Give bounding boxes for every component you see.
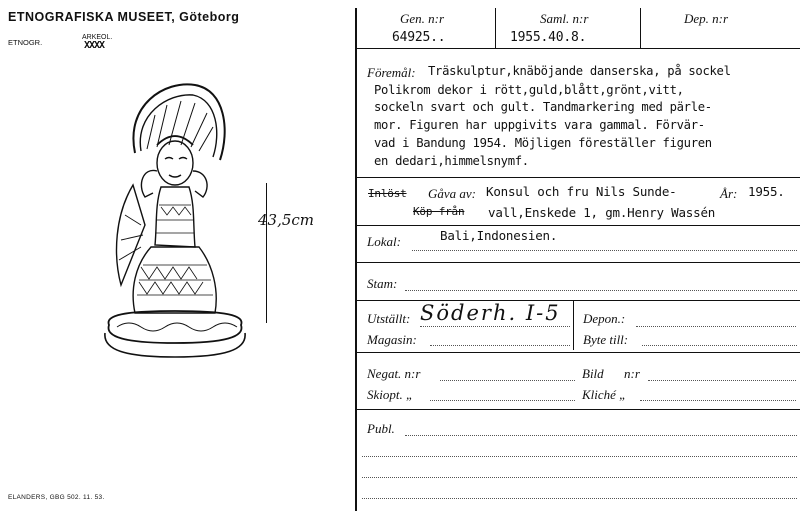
dep-nr-label: Dep. n:r [684, 11, 729, 26]
publ-dotted-line-1 [405, 435, 797, 436]
negat-bottom-line [355, 409, 800, 410]
dept-arkeol-strikeout: XXXX [84, 40, 105, 51]
byte-till-label: Byte till: [583, 332, 629, 347]
top-divider-2 [640, 8, 641, 48]
saml-nr-value: 1955.40.8. [510, 30, 587, 45]
utstallt-divider [573, 300, 574, 350]
printer-imprint: ELANDERS, GBG 502. 11. 53. [8, 494, 105, 501]
lokal-dotted-line [412, 250, 797, 251]
bild-dotted-line [648, 380, 796, 381]
description-line-3: sockeln svart och gult. Tandmarkering med pärle- [374, 100, 712, 114]
foremal-label: Föremål: [367, 65, 416, 80]
negat-dotted-line [440, 380, 575, 381]
utstallt-value: Söderh. I-5 [420, 301, 561, 325]
gava-label: Gåva av: [428, 186, 477, 201]
magasin-dotted-line [430, 345, 570, 346]
description-line-4: mor. Figuren har uppgivits vara gammal. Förvär- [374, 118, 705, 132]
kliche-dotted-line [640, 400, 796, 401]
lokal-label: Lokal: [367, 234, 401, 249]
dancer-figure-illustration [95, 75, 255, 365]
publ-dotted-line-4 [362, 498, 797, 499]
description-line-1: Träskulptur,knäböjande danserska, på sockel [428, 64, 731, 78]
bild-label: Bild [582, 366, 604, 381]
kliche-label: Kliché „ [582, 387, 627, 402]
height-measure-line [266, 183, 267, 323]
gen-nr-label: Gen. n:r [400, 11, 445, 26]
publ-label: Publ. [367, 421, 395, 436]
negat-nr-label: Negat. n:r [367, 366, 421, 381]
publ-dotted-line-3 [362, 477, 797, 478]
utstallt-dotted-line [420, 326, 570, 327]
stam-label: Stam: [367, 276, 398, 291]
skiopt-label: Skiopt. „ [367, 387, 414, 402]
gift-bottom-line [355, 225, 800, 226]
description-line-2: Polikrom dekor i rött,guld,blått,grönt,vitt, [374, 83, 684, 97]
publ-dotted-line-2 [362, 456, 797, 457]
lokal-value: Bali,Indonesien. [440, 228, 558, 243]
gava-line-1: Konsul och fru Nils Sunde- [486, 184, 677, 199]
magasin-label: Magasin: [367, 332, 417, 347]
stam-dotted-line [405, 290, 797, 291]
ar-label: År: [720, 186, 738, 201]
dept-arkeol: ARKEOL. [82, 34, 113, 41]
byte-dotted-line [642, 345, 797, 346]
top-row-bottom-line [355, 48, 800, 49]
skiopt-dotted-line [430, 400, 575, 401]
depon-dotted-line [636, 326, 796, 327]
form-left-border [355, 8, 357, 511]
depon-label: Depon.: [583, 311, 626, 326]
kop-fran-strikeout: Köp från [413, 205, 465, 218]
description-line-6: en dedari,himmelsnymf. [374, 154, 529, 168]
bild-nr-label: n:r [624, 366, 640, 381]
inlost-strikeout: Inlöst [368, 187, 407, 200]
gava-line-2: vall,Enskede 1, gm.Henry Wassén [488, 205, 716, 220]
description-bottom-line [355, 177, 800, 178]
lokal-bottom-line [355, 262, 800, 263]
utstallt-label: Utställt: [367, 311, 411, 326]
museum-title: ETNOGRAFISKA MUSEET, Göteborg [8, 10, 240, 24]
utstallt-bottom-line [355, 352, 800, 353]
saml-nr-label: Saml. n:r [540, 11, 589, 26]
height-measurement: 43,5cm [258, 211, 315, 229]
dept-etnogr: ETNOGR. [8, 38, 43, 47]
gen-nr-value: 64925.. [392, 30, 446, 45]
top-divider-1 [495, 8, 496, 48]
description-line-5: vad i Bandung 1954. Möjligen föreställer figuren [374, 136, 712, 150]
ar-value: 1955. [748, 184, 785, 199]
